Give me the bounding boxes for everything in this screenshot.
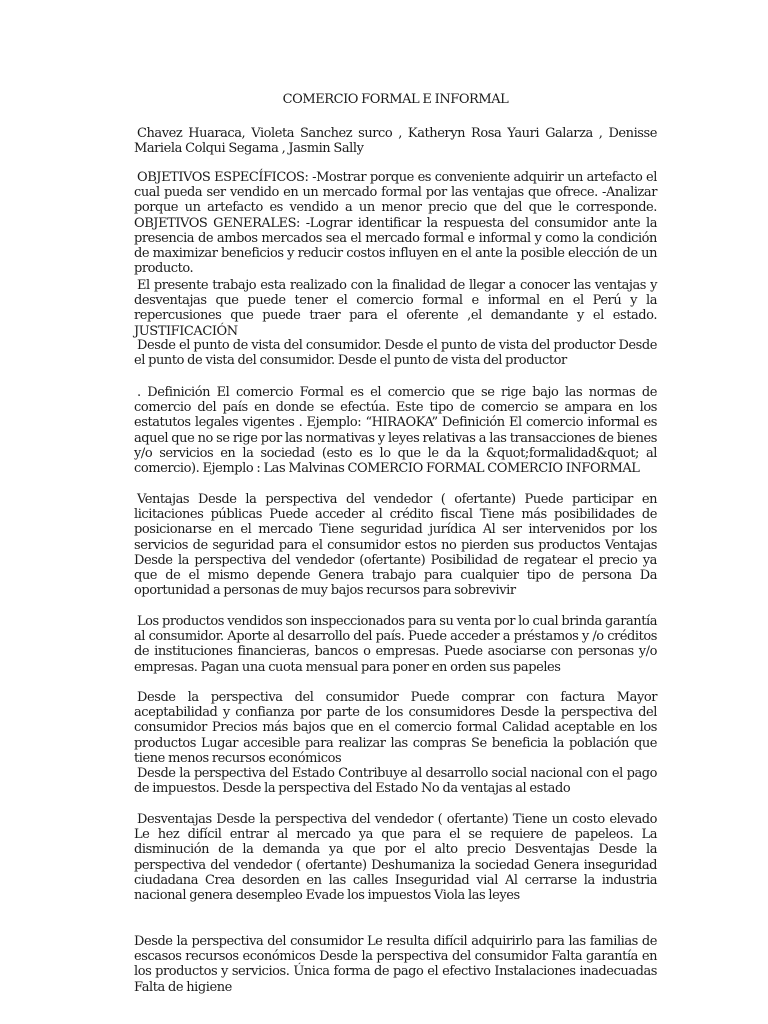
state-perspective-paragraph: Desde la perspectiva del Estado Contribuye al desarrollo social nacional con el pago de impuestos. Desde la perspectiva del Estado No da ventajas al estado [134, 766, 657, 797]
disadvantages-seller-paragraph: Desventajas Desde la perspectiva del vendedor ( ofertante) Tiene un costo elevado Le hez difícil entrar al mercado ya que para el se requiere de papeleos. La disminución de la demanda ya que por el alto precio Desventajas Desde la perspectiva del vendedor ( ofertante) Deshumaniza la sociedad Genera inseguridad ciudadana Crea desorden en las calles Inseguridad vial Al cerrarse la industria nacional genera desempleo Evade los impuestos Viola las leyes [134, 812, 657, 904]
advantages-seller-paragraph: Ventajas Desde la perspectiva del vendedor ( ofertante) Puede participar en licitaciones públicas Puede acceder al crédito fiscal Tiene más posibilidades de posicionarse en el mercado Tiene seguridad jurídica Al ser intervenidos por los servicios de seguridad para el consumidor estos no pierden sus productos Ventajas Desde la perspectiva del vendedor (ofertante) Posibilidad de regatear el precio ya que de el mismo depende Genera trabajo para cualquier tipo de persona Da oportunidad a personas de muy bajos recursos para sobrevivir [134, 492, 657, 599]
products-paragraph: Los productos vendidos son inspeccionados para su venta por lo cual brinda garantía al consumidor. Aporte al desarrollo del país. Puede acceder a préstamos y /o créditos de instituciones financieras, bancos o empresas. Puede asociarse con personas y/o empresas. Pagan una cuota mensual para poner en orden sus papeles [134, 614, 657, 675]
objectives-paragraph: OBJETIVOS ESPECÍFICOS: -Mostrar porque es conveniente adquirir un artefacto el cual pueda ser vendido en un mercado formal por las ventajas que ofrece. -Analizar porque un artefacto es vendido a un menor precio que del que le corresponde. OBJETIVOS GENERALES: -Lograr identificar la respuesta del consumidor ante la presencia de ambos mercados sea el mercado formal e informal y como la condición de maximizar beneficios y reducir costos influyen en el ante la posible elección de un producto. [134, 170, 657, 277]
authors-paragraph: Chavez Huaraca, Violeta Sanchez surco , Katheryn Rosa Yauri Galarza , Denisse Mariela Colqui Segama , Jasmin Sally [134, 126, 657, 157]
viewpoint-paragraph: Desde el punto de vista del consumidor. Desde el punto de vista del productor Desde el punto de vista del consumidor. Desde el punto de vista del productor [134, 338, 657, 369]
document-title: COMERCIO FORMAL E INFORMAL [282, 92, 509, 107]
introduction-paragraph: El presente trabajo esta realizado con la finalidad de llegar a conocer las ventajas y desventajas que puede tener el comercio formal e informal en el Perú y la repercusiones que puede traer para el oferente ,el demandante y el estado. JUSTIFICACIÓN [134, 278, 657, 339]
definition-paragraph: . Definición El comercio Formal es el comercio que se rige bajo las normas de comercio del país en donde se efectúa. Este tipo de comercio se ampara en los estatutos legales vigentes . Ejemplo: “HIRAOKA” Definición El comercio informal es aquel que no se rige por las normativas y leyes relativas a las transacciones de bienes y/o servicios en la sociedad (esto es lo que le da la &quot;formalidad&quot; al comercio). Ejemplo : Las Malvinas COMERCIO FORMAL COMERCIO INFORMAL [134, 385, 657, 477]
disadvantages-consumer-paragraph: Desde la perspectiva del consumidor Le resulta difícil adquirirlo para las familias de escasos recursos económicos Desde la perspectiva del consumidor Falta garantía en los productos y servicios. Única forma de pago el efectivo Instalaciones inadecuadas Falta de higiene [134, 934, 657, 995]
advantages-consumer-paragraph: Desde la perspectiva del consumidor Puede comprar con factura Mayor aceptabilidad y confianza por parte de los consumidores Desde la perspectiva del consumidor Precios más bajos que en el comercio formal Calidad aceptable en los productos Lugar accesible para realizar las compras Se beneficia la población que tiene menos recursos económicos [134, 690, 657, 766]
